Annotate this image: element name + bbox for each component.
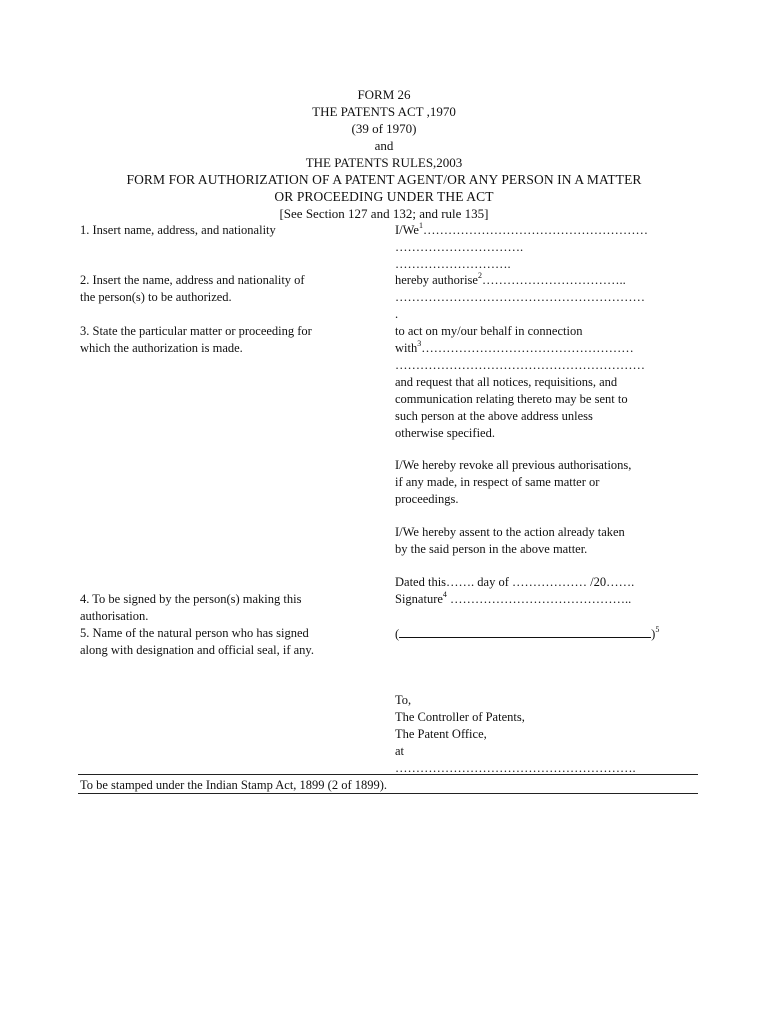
matter-field[interactable]: …………………………………………… (421, 341, 634, 355)
assent-block (395, 524, 695, 558)
instruction-text: 5. Name of the natural person who has signed (80, 626, 309, 640)
instruction-3 (80, 323, 380, 357)
footnote-1: 1 (418, 222, 423, 230)
open-paren: ( (395, 627, 400, 641)
matter-line (395, 340, 695, 357)
instruction-text: 2. Insert the name, address and nationality of (80, 273, 305, 287)
revoke-text: I/We hereby revoke all previous authorisations, (395, 458, 632, 472)
stamp-note: To be stamped under the Indian Stamp Act, 1899 (2 of 1899). (80, 778, 388, 792)
dated-field[interactable]: Dated this……. day of ……………… /20……. (395, 575, 635, 589)
signatory-name-block (395, 625, 695, 643)
addressee-block (395, 692, 695, 777)
instruction-text: along with designation and official seal, if any. (80, 643, 314, 657)
matter-block (395, 323, 695, 442)
divider-top (78, 774, 698, 775)
signature-label: Signature (395, 592, 443, 606)
instruction-4 (80, 591, 380, 625)
form-purpose-line1: FORM FOR AUTHORIZATION OF A PATENT AGENT/OR ANY PERSON IN A MATTER (126, 172, 642, 187)
applicant-field-cont[interactable]: ………………………. (395, 257, 511, 271)
instruction-text: authorisation. (80, 609, 149, 623)
request-text: such person at the above address unless (395, 409, 593, 423)
assent-text: by the said person in the above matter. (395, 542, 588, 556)
footnote-3: 3 (417, 340, 422, 348)
agent-field[interactable]: …………………………….. (481, 273, 626, 287)
footnote-4: 4 (442, 591, 447, 599)
divider-bottom (78, 793, 698, 794)
form-number: FORM 26 (357, 87, 411, 102)
applicant-block (395, 222, 695, 273)
with-label: with (395, 341, 418, 355)
request-text: and request that all notices, requisitions, and (395, 375, 618, 389)
signature-line (395, 591, 695, 608)
act-title: THE PATENTS ACT ,1970 (312, 104, 456, 119)
footnote-5: 5 (655, 625, 660, 634)
iwe-label: I/We (395, 223, 419, 237)
instruction-text: 3. State the particular matter or proceeding for (80, 324, 312, 338)
form-purpose-line2: OR PROCEEDING UNDER THE ACT (274, 189, 494, 204)
authorise-block (395, 272, 695, 323)
applicant-line (395, 222, 695, 239)
signature-field[interactable]: …………………………………….. (450, 592, 632, 606)
instruction-text: the person(s) to be authorized. (80, 290, 232, 304)
signatory-name-field[interactable] (399, 625, 651, 638)
instruction-5 (80, 625, 380, 659)
applicant-field-cont[interactable]: …………………………. (395, 240, 524, 254)
instruction-text: 1. Insert name, address, and nationality (80, 223, 276, 237)
act-number: (39 of 1970) (351, 121, 417, 136)
act-behalf-text: to act on my/our behalf in connection (395, 324, 583, 338)
office-location-field[interactable]: …………………………………………………. (395, 761, 636, 775)
instruction-1 (80, 222, 380, 239)
instruction-text: which the authorization is made. (80, 341, 243, 355)
rules-title: THE PATENTS RULES,2003 (305, 155, 463, 170)
request-text: otherwise specified. (395, 426, 495, 440)
and-connector: and (374, 138, 394, 153)
matter-field-cont[interactable]: …………………………………………………… (395, 358, 645, 372)
instruction-2 (80, 272, 380, 306)
at-label: at (395, 744, 405, 758)
revoke-block (395, 457, 695, 508)
form-header (0, 86, 768, 222)
authorise-label: hereby authorise (395, 273, 478, 287)
office-label: The Patent Office, (395, 727, 487, 741)
controller-label: The Controller of Patents, (395, 710, 525, 724)
footnote-2: 2 (477, 272, 482, 280)
revoke-text: proceedings. (395, 492, 459, 506)
to-label: To, (395, 693, 412, 707)
revoke-text: if any made, in respect of same matter or (395, 475, 600, 489)
signatory-name-line (395, 625, 695, 643)
agent-field-end: . (395, 307, 399, 321)
request-text: communication relating thereto may be sent to (395, 392, 628, 406)
section-reference: [See Section 127 and 132; and rule 135] (279, 206, 489, 221)
authorise-line (395, 272, 695, 289)
instruction-text: 4. To be signed by the person(s) making this (80, 592, 302, 606)
applicant-field[interactable]: ……………………………………………… (422, 223, 648, 237)
assent-text: I/We hereby assent to the action already taken (395, 525, 625, 539)
close-paren: ) (651, 627, 656, 641)
signature-block (395, 574, 695, 608)
agent-field-cont[interactable]: …………………………………………………… (395, 290, 645, 304)
